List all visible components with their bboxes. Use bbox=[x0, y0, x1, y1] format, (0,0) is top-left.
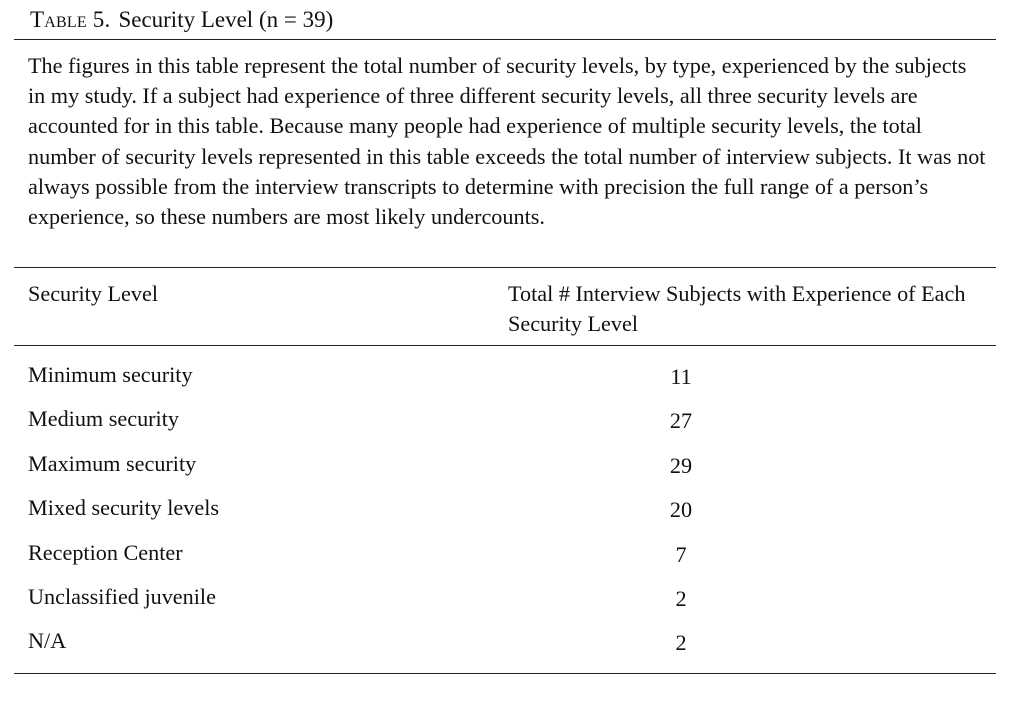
row-security-level: Minimum security bbox=[28, 362, 193, 387]
row-subject-count: 20 bbox=[669, 497, 693, 523]
row-security-level: Medium security bbox=[28, 406, 179, 432]
row-security-level: Reception Center bbox=[28, 539, 183, 565]
table-title: Security Level (n = 39) bbox=[118, 7, 334, 32]
table-body bbox=[14, 346, 996, 674]
row-subject-count: 29 bbox=[669, 452, 693, 478]
row-security-level: Unclassified juvenile bbox=[28, 583, 216, 609]
table-row bbox=[14, 402, 996, 446]
row-subject-count: 2 bbox=[675, 585, 687, 611]
row-subject-count: 11 bbox=[670, 364, 692, 389]
security-level-table bbox=[14, 0, 996, 674]
header-security-level: Security Level bbox=[28, 281, 158, 306]
row-security-level: Mixed security levels bbox=[28, 495, 220, 521]
table-caption bbox=[14, 0, 996, 40]
row-subject-count: 2 bbox=[675, 630, 687, 656]
row-subject-count: 7 bbox=[675, 541, 687, 567]
row-security-level: Maximum security bbox=[28, 450, 197, 476]
table-row bbox=[14, 580, 996, 624]
table-row bbox=[14, 624, 996, 668]
row-security-level: N/A bbox=[28, 628, 67, 654]
table-row bbox=[14, 491, 996, 535]
table-row bbox=[14, 358, 996, 402]
table-row bbox=[14, 447, 996, 491]
table-note: The figures in this table represent the total number of security levels, by type, experienced by the subjects in my study. If a subject had experience of three different security levels, all three security levels are accounted for in this table. Because many people had experience of multiple security levels, the total number of security levels represented in this table exceeds the total number of interview subjects. It was not always possible from the interview transcripts to determine with precision the full range of a person’s experience, so these numbers are most likely undercounts. bbox=[14, 40, 996, 268]
table-number: Table 5. bbox=[30, 7, 111, 32]
table-row bbox=[14, 536, 996, 580]
row-subject-count: 27 bbox=[669, 408, 693, 434]
table-header bbox=[14, 268, 996, 346]
header-total-subjects: Total # Interview Subjects with Experience of Each Security Level bbox=[508, 281, 966, 337]
